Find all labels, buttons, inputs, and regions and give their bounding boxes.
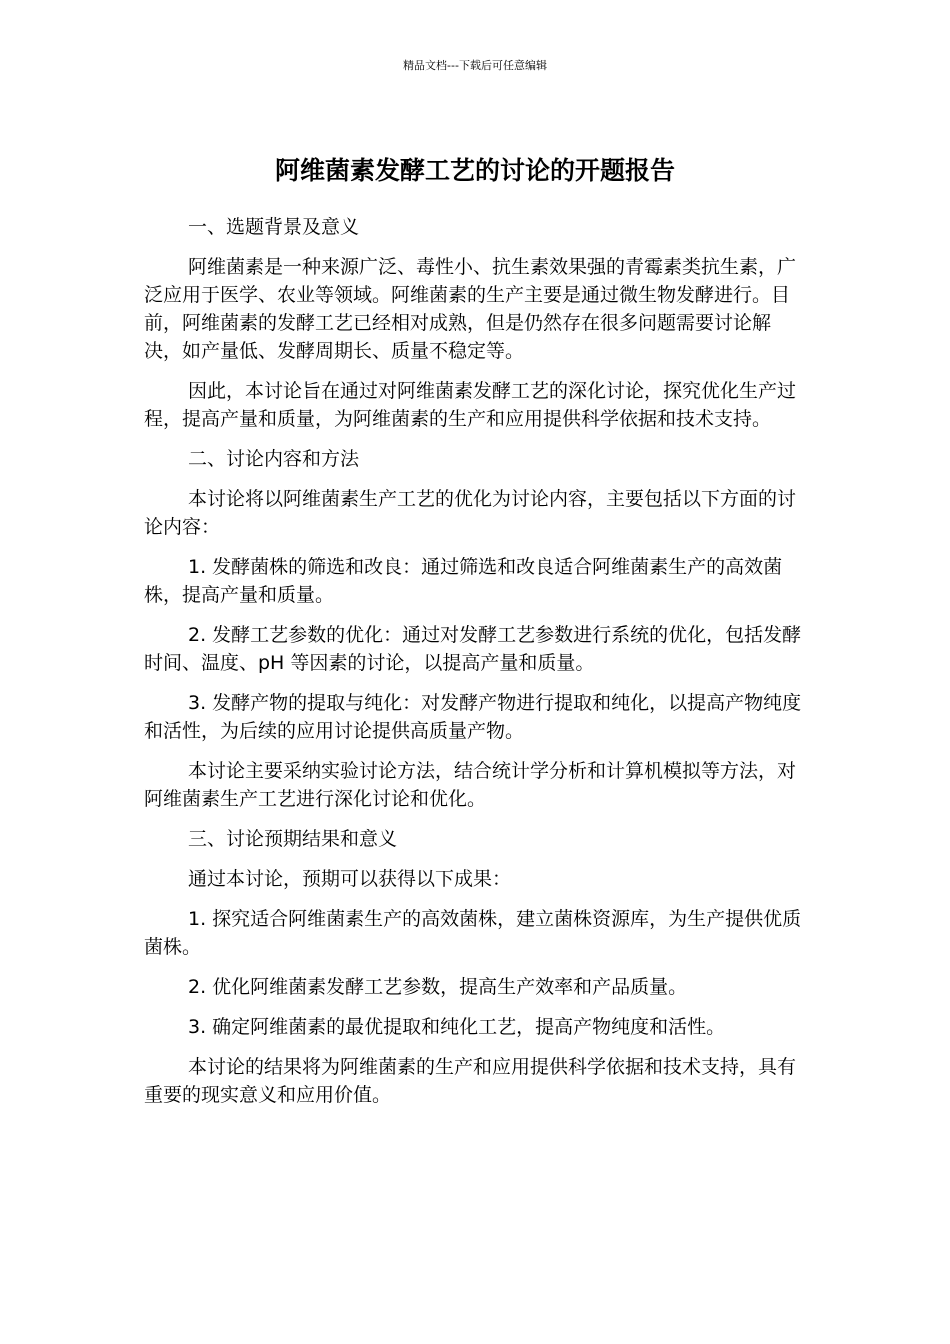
- paragraph-background: 阿维菌素是一种来源广泛、毒性小、抗生素效果强的青霉素类抗生素，广泛应用于医学、农业等领域。阿维菌素的生产主要是通过微生物发酵进行。目前，阿维菌素的发酵工艺已经相对成熟，但是仍然存在很多问题需要讨论解决，如产量低、发酵周期长、质量不稳定等。: [144, 256, 797, 362]
- section-heading-background: 一、选题背景及意义: [188, 216, 360, 238]
- section-heading-content-methods: 二、讨论内容和方法: [188, 448, 360, 470]
- paragraph-content-intro: 本讨论将以阿维菌素生产工艺的优化为讨论内容，主要包括以下方面的讨论内容：: [144, 488, 797, 538]
- section-heading-expected-results: 三、讨论预期结果和意义: [188, 828, 398, 850]
- list-item-result-parameters: 2. 优化阿维菌素发酵工艺参数，提高生产效率和产品质量。: [188, 976, 688, 998]
- page-header: 精品文档---下载后可任意编辑: [403, 59, 547, 72]
- list-item-extraction-purification: 3. 发酵产物的提取与纯化：对发酵产物进行提取和纯化，以提高产物纯度和活性，为后续的应用讨论提供高质量产物。: [144, 692, 802, 742]
- list-item-parameter-optimization: 2. 发酵工艺参数的优化：通过对发酵工艺参数进行系统的优化，包括发酵时间、温度、pH 等因素的讨论，以提高产量和质量。: [144, 624, 802, 674]
- document-title: 阿维菌素发酵工艺的讨论的开题报告: [274, 155, 675, 185]
- document-body: [144, 213, 804, 1121]
- paragraph-results-intro: 通过本讨论，预期可以获得以下成果：: [188, 868, 512, 890]
- paragraph-purpose: 因此，本讨论旨在通过对阿维菌素发酵工艺的深化讨论，探究优化生产过程，提高产量和质量，为阿维菌素的生产和应用提供科学依据和技术支持。: [144, 380, 797, 430]
- list-item-result-strains: 1. 探究适合阿维菌素生产的高效菌株，建立菌株资源库，为生产提供优质菌株。: [144, 908, 802, 958]
- paragraph-methods: 本讨论主要采纳实验讨论方法，结合统计学分析和计算机模拟等方法，对阿维菌素生产工艺进行深化讨论和优化。: [144, 760, 797, 810]
- list-item-result-purification: 3. 确定阿维菌素的最优提取和纯化工艺，提高产物纯度和活性。: [188, 1016, 726, 1038]
- paragraph-conclusion: 本讨论的结果将为阿维菌素的生产和应用提供科学依据和技术支持，具有重要的现实意义和应用价值。: [144, 1056, 797, 1106]
- list-item-strain-screening: 1. 发酵菌株的筛选和改良：通过筛选和改良适合阿维菌素生产的高效菌株，提高产量和质量。: [144, 556, 783, 606]
